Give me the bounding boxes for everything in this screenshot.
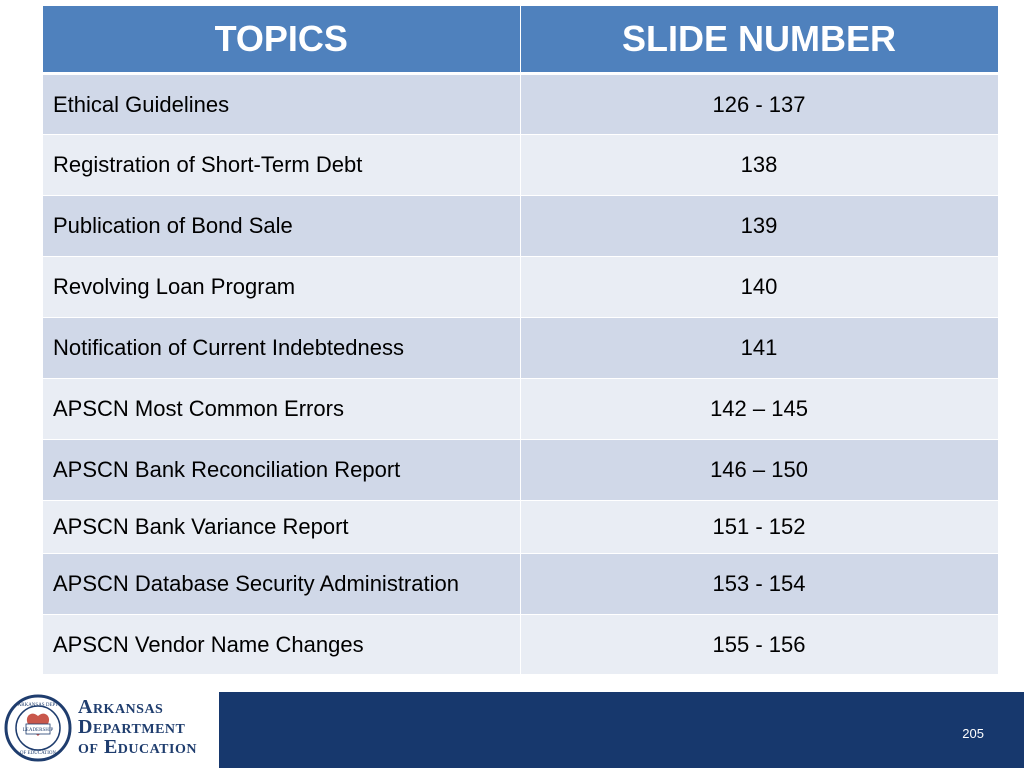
topic-cell: Revolving Loan Program: [43, 257, 520, 318]
header-slide-number: SLIDE NUMBER: [520, 6, 998, 74]
department-seal-icon: [4, 694, 72, 762]
topic-cell: Ethical Guidelines: [43, 74, 520, 135]
table-row: [43, 74, 998, 135]
slide-cell: 139: [520, 196, 998, 257]
slide-cell: 151 - 152: [520, 501, 998, 554]
table-header-row: [43, 6, 998, 74]
topic-cell: APSCN Bank Reconciliation Report: [43, 440, 520, 501]
topic-cell: APSCN Bank Variance Report: [43, 501, 520, 554]
table-row: [43, 318, 998, 379]
topics-table: [43, 6, 999, 675]
slide-cell: 126 - 137: [520, 74, 998, 135]
page-number: 205: [962, 726, 984, 741]
topic-cell: APSCN Database Security Administration: [43, 554, 520, 615]
topic-cell: Registration of Short-Term Debt: [43, 135, 520, 196]
svg-text:LEADERSHIP: LEADERSHIP: [22, 728, 54, 733]
slide-cell: 142 – 145: [520, 379, 998, 440]
table-row: [43, 615, 998, 675]
logo-line-1: Arkansas: [78, 696, 164, 718]
slide-cell: 140: [520, 257, 998, 318]
table-row: [43, 501, 998, 554]
svg-text:OF EDUCATION: OF EDUCATION: [19, 751, 57, 756]
topic-cell: Publication of Bond Sale: [43, 196, 520, 257]
topic-cell: APSCN Most Common Errors: [43, 379, 520, 440]
topic-cell: Notification of Current Indebtedness: [43, 318, 520, 379]
table-row: [43, 554, 998, 615]
footer-band: [219, 692, 1024, 768]
slide-cell: 153 - 154: [520, 554, 998, 615]
table-row: [43, 379, 998, 440]
ade-logo: [0, 690, 219, 768]
slide-cell: 141: [520, 318, 998, 379]
table-row: [43, 196, 998, 257]
header-topics: TOPICS: [43, 6, 520, 74]
slide-cell: 155 - 156: [520, 615, 998, 675]
table-row: [43, 257, 998, 318]
logo-wordmark: [78, 697, 197, 757]
table-row: [43, 135, 998, 196]
svg-text:ARKANSAS DEPT: ARKANSAS DEPT: [17, 703, 59, 708]
slide-cell: 146 – 150: [520, 440, 998, 501]
slide-cell: 138: [520, 135, 998, 196]
table-row: [43, 440, 998, 501]
logo-line-2: Department: [78, 716, 186, 738]
topic-cell: APSCN Vendor Name Changes: [43, 615, 520, 675]
logo-line-3: of Education: [78, 736, 197, 758]
